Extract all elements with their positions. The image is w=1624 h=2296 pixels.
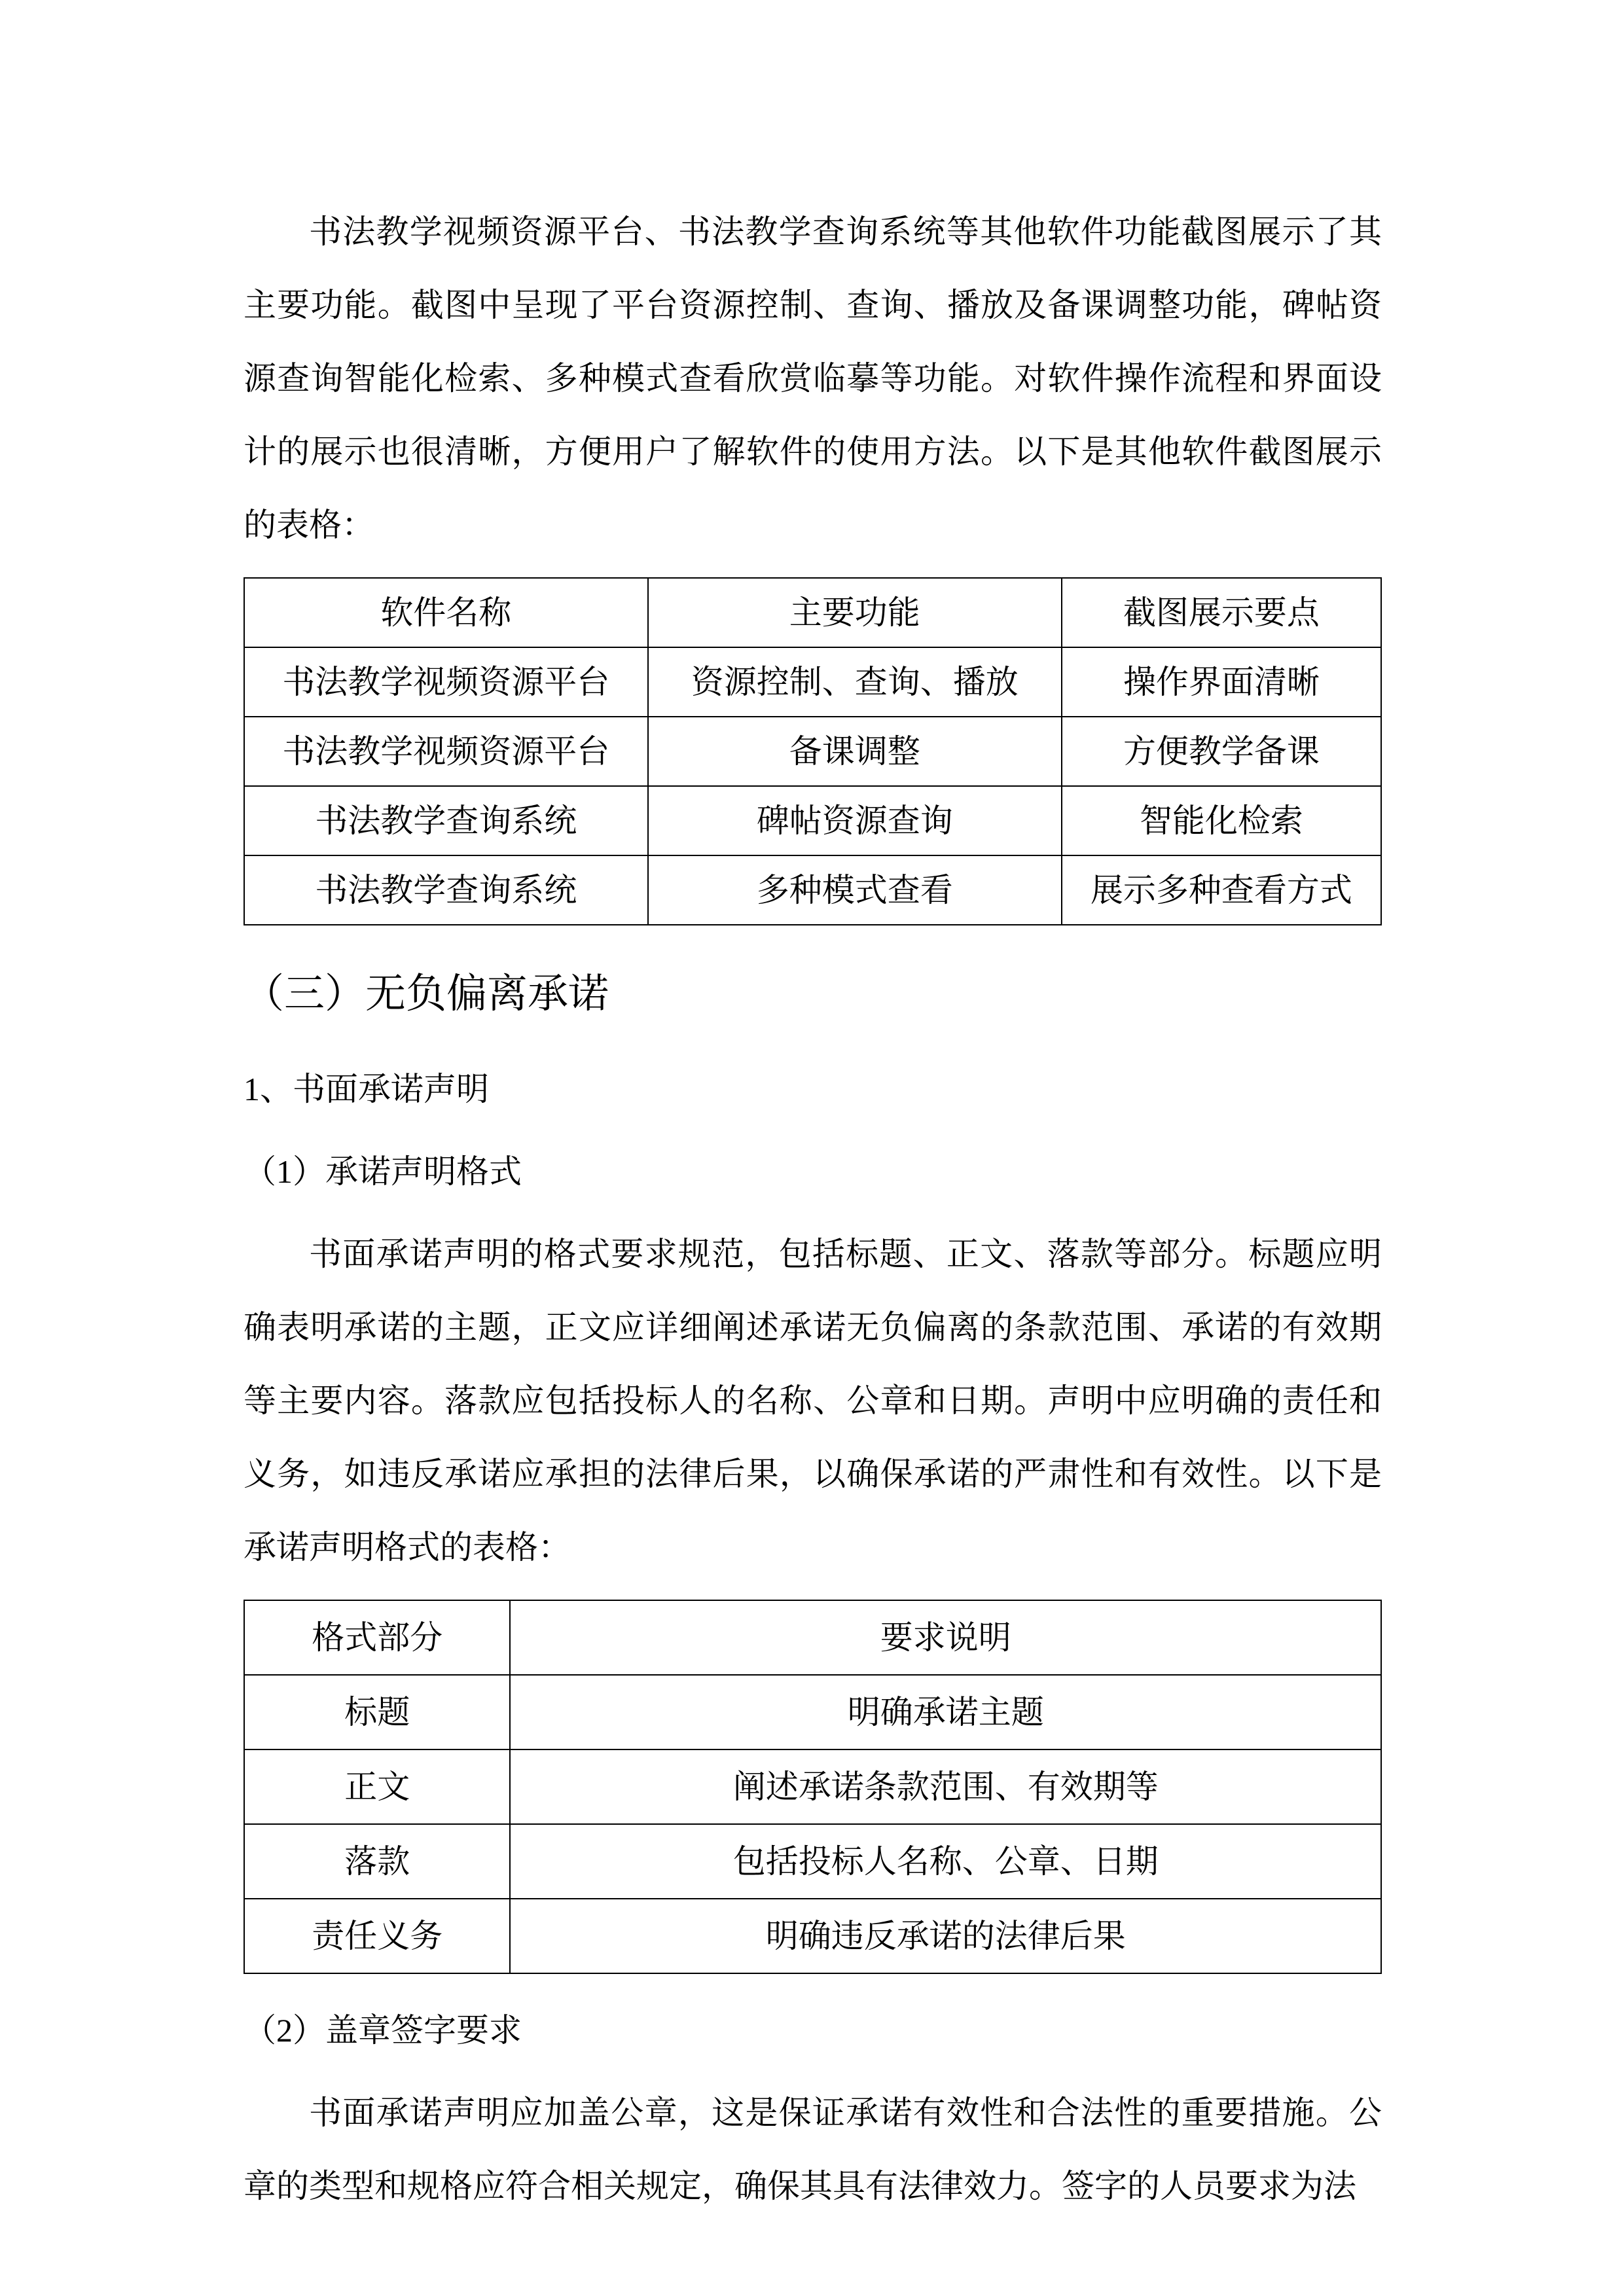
table-cell: 书法教学视频资源平台 xyxy=(244,717,648,786)
table-cell: 书法教学查询系统 xyxy=(244,786,648,855)
paragraph-commitment-format: 书面承诺声明的格式要求规范，包括标题、正文、落款等部分。标题应明确表明承诺的主题，正文应详细阐述承诺无负偏离的条款范围、承诺的有效期等主要内容。落款应包括投标人的名称、公章和日期。声明中应明确的责任和义务，如违反承诺应承担的法律后果，以确保承诺的严肃性和有效性。以下是承诺声明格式的表格： xyxy=(244,1236,1382,1566)
section-heading-no-negative-deviation: （三）无负偏离承诺 xyxy=(244,972,609,1016)
table-cell: 包括投标人名称、公章、日期 xyxy=(510,1824,1381,1899)
table-row xyxy=(244,786,1381,855)
table-software-header-function: 主要功能 xyxy=(648,578,1062,647)
table-row xyxy=(244,647,1381,717)
table-cell: 阐述承诺条款范围、有效期等 xyxy=(510,1749,1381,1824)
table-software-header-row xyxy=(244,578,1381,647)
subheading-seal-signature: （2）盖章签字要求 xyxy=(244,2012,522,2049)
paragraph-seal-requirements: 书面承诺声明应加盖公章，这是保证承诺有效性和合法性的重要措施。公章的类型和规格应符合相关规定，确保其具有法律效力。签字的人员要求为法 xyxy=(244,2094,1382,2204)
table-cell: 多种模式查看 xyxy=(648,855,1062,925)
table-cell: 智能化检索 xyxy=(1062,786,1381,855)
table-row xyxy=(244,717,1381,786)
table-cell: 明确承诺主题 xyxy=(510,1675,1381,1749)
table-cell: 书法教学视频资源平台 xyxy=(244,647,648,717)
table-cell: 资源控制、查询、播放 xyxy=(648,647,1062,717)
table-commitment-format xyxy=(244,1600,1382,1974)
table-cell: 备课调整 xyxy=(648,717,1062,786)
paragraph-software-intro: 书法教学视频资源平台、书法教学查询系统等其他软件功能截图展示了其主要功能。截图中呈现了平台资源控制、查询、播放及备课调整功能，碑帖资源查询智能化检索、多种模式查看欣赏临摹等功能。对软件操作流程和界面设计的展示也很清晰，方便用户了解软件的使用方法。以下是其他软件截图展示的表格： xyxy=(244,213,1382,543)
table-cell: 操作界面清晰 xyxy=(1062,647,1381,717)
table-cell: 书法教学查询系统 xyxy=(244,855,648,925)
table-software-screenshots xyxy=(244,577,1382,925)
table-software-header-name: 软件名称 xyxy=(244,578,648,647)
table-row xyxy=(244,1824,1381,1899)
table-cell: 方便教学备课 xyxy=(1062,717,1381,786)
table-row xyxy=(244,1899,1381,1973)
table-row xyxy=(244,1749,1381,1824)
table-cell: 正文 xyxy=(244,1749,510,1824)
subheading-commitment-format: （1）承诺声明格式 xyxy=(244,1153,522,1190)
table-cell: 明确违反承诺的法律后果 xyxy=(510,1899,1381,1973)
table-cell: 标题 xyxy=(244,1675,510,1749)
table-row xyxy=(244,855,1381,925)
table-format-header-row xyxy=(244,1600,1381,1675)
subheading-written-commitment: 1、书面承诺声明 xyxy=(244,1071,489,1107)
table-format-header-requirement: 要求说明 xyxy=(510,1600,1381,1675)
table-cell: 碑帖资源查询 xyxy=(648,786,1062,855)
table-software-header-highlight: 截图展示要点 xyxy=(1062,578,1381,647)
table-cell: 落款 xyxy=(244,1824,510,1899)
table-row xyxy=(244,1675,1381,1749)
table-cell: 责任义务 xyxy=(244,1899,510,1973)
table-cell: 展示多种查看方式 xyxy=(1062,855,1381,925)
table-format-header-part: 格式部分 xyxy=(244,1600,510,1675)
